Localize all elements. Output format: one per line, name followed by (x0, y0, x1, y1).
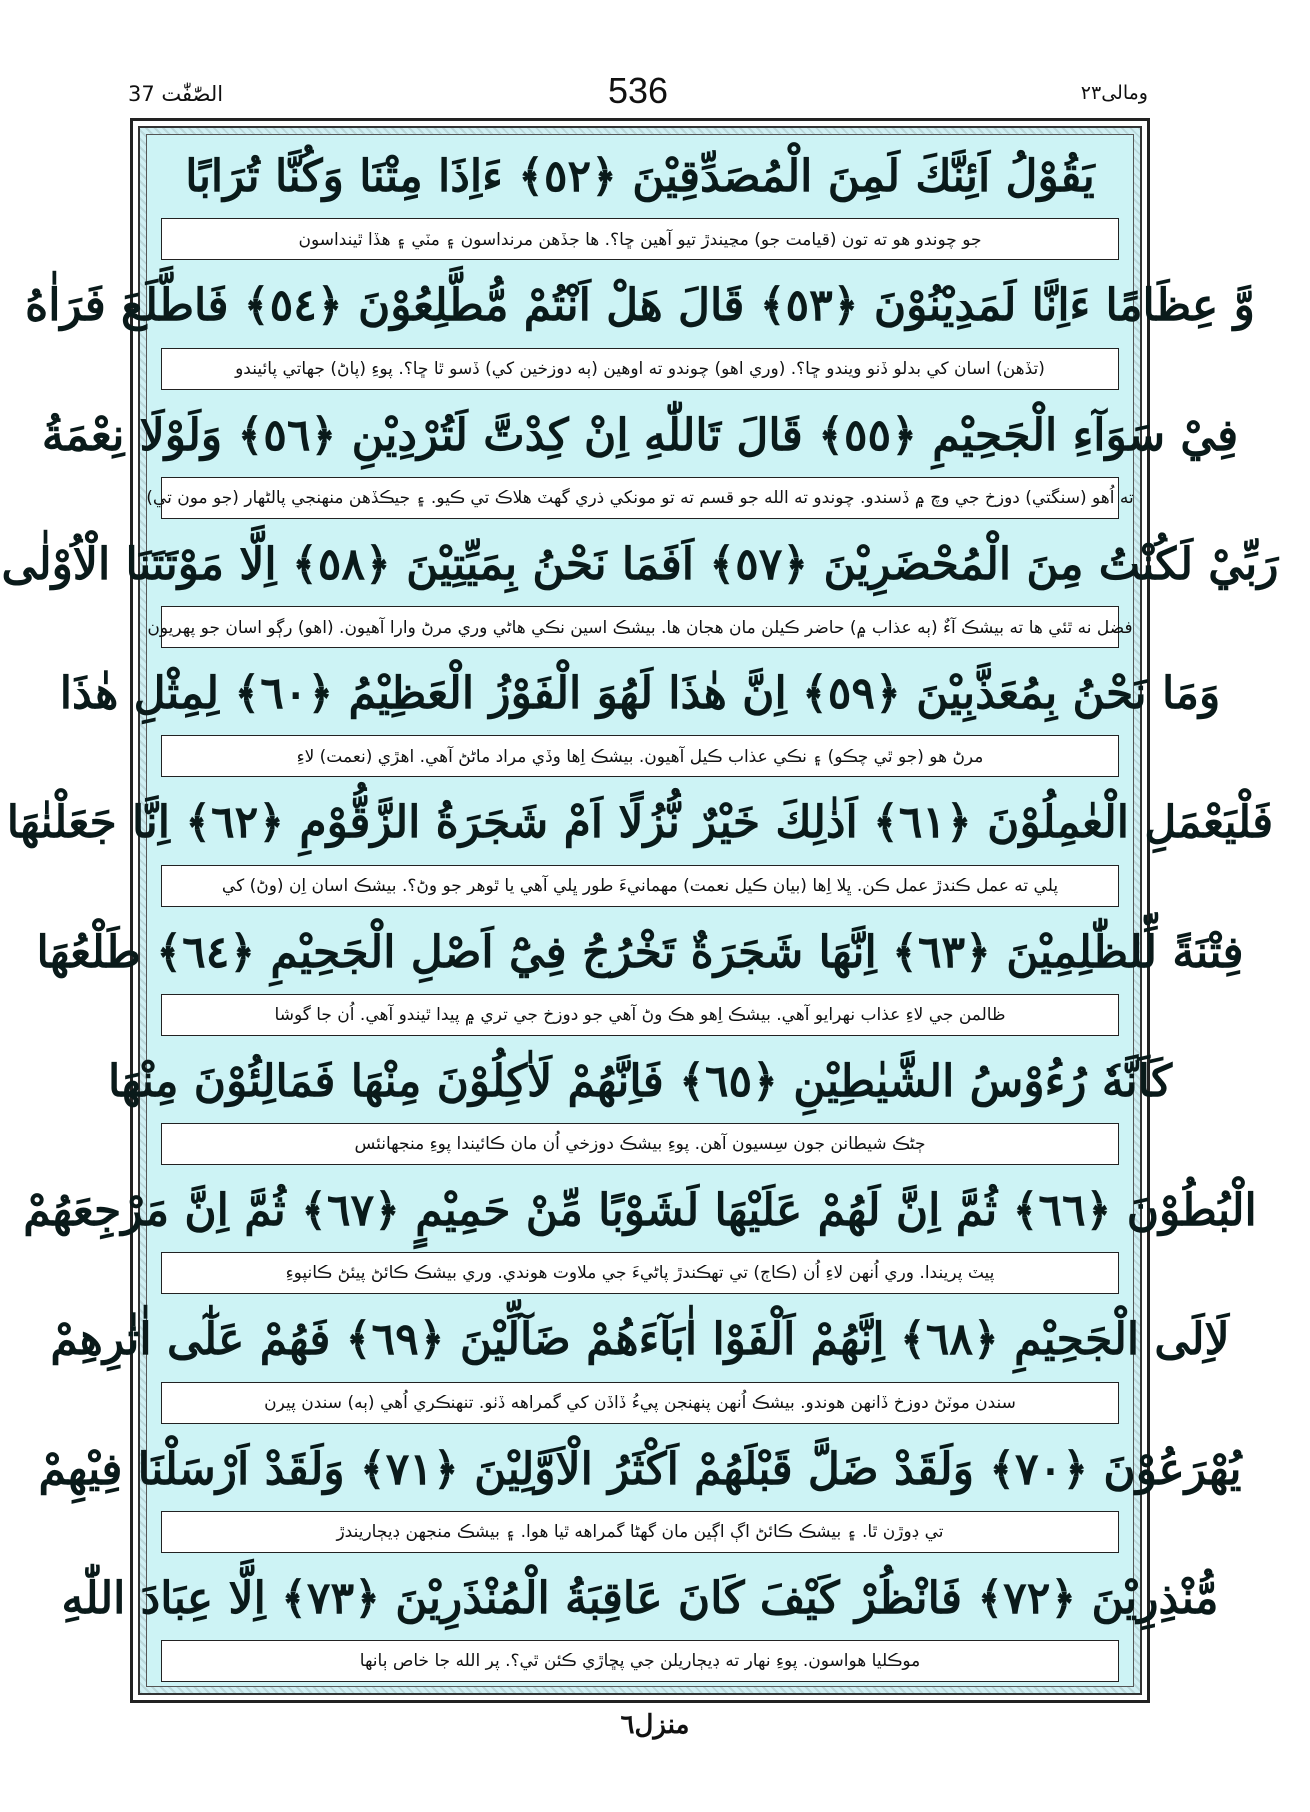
translation-line: ڄڻڪ شيطانن جون سِسيون آهن. پوءِ بيشڪ دوزخي اُن مان ڪائيندا پوءِ منجهانئس (161, 1123, 1119, 1165)
translation-line: جو چوندو هو ته تون (قيامت جو) مڃيندڙ تيو آهين ڇا؟. ها جڏهن مرنداسون ۽ مٽي ۽ هڏا ٿينداسون (161, 218, 1119, 260)
juz-name-label: ومالی٢٣ (1080, 82, 1148, 104)
verse-block (23, 1169, 1257, 1298)
surah-name-label: الصّٰفّٰت 37 (128, 82, 224, 106)
verse-block (1, 523, 1279, 652)
verse-block (36, 911, 1244, 1040)
page-frame (1, 118, 1279, 1703)
translation-line: مرڻ هو (جو ٿي چڪو) ۽ نڪي عذاب ڪيل آهيون. بيشڪ اِها وڏي مراد ماڻڻ آهي. اهڙي (نعمت) لاءِ (161, 735, 1119, 777)
arabic-line: كَاَنَّهٗ رُءُوْسُ الشَّيٰطِيْنِ ﴿٦٥﴾ فَاِنَّهُمْ لَاٰكِلُوْنَ مِنْهَا فَمَالِئُوْنَ مِنْهَا (107, 1055, 1173, 1107)
verse-block (50, 1298, 1230, 1427)
arabic-line: مُّنْذِرِيْنَ ﴿٧٢﴾ فَانْظُرْ كَيْفَ كَانَ عَاقِبَةُ الْمُنْذَرِيْنَ ﴿٧٣﴾ اِلَّا عِبَادَ اللّٰهِ (61, 1572, 1219, 1624)
translation-line: (تڏهن) اسان کي بدلو ڏنو ويندو ڇا؟. (وري اهو) چوندو ته اوهين (ٻه دوزخين کي) ڏسو ٿا ڇا؟. پوءِ (پاڻ) جهاتي پائيندو (161, 348, 1119, 390)
arabic-line: الْبُطُوْنَ ﴿٦٦﴾ ثُمَّ اِنَّ لَهُمْ عَلَيْهَا لَشَوْبًا مِّنْ حَمِيْمٍ ﴿٦٧﴾ ثُمَّ اِنَّ مَرْجِعَهُمْ (23, 1185, 1257, 1237)
verse-block (61, 1557, 1219, 1686)
decorative-border (1, 126, 1279, 1695)
page-header (128, 70, 1148, 116)
arabic-line: يُهْرَعُوْنَ ﴿٧٠﴾ وَلَقَدْ ضَلَّ قَبْلَهُمْ اَكْثَرُ الْاَوَّلِيْنَ ﴿٧١﴾ وَلَقَدْ اَرْسَلْنَا فِيْهِمْ (38, 1443, 1242, 1495)
verse-block (6, 781, 1274, 910)
arabic-line: وَّ عِظَامًا ءَاِنَّا لَمَدِيْنُوْنَ ﴿٥٣﴾ قَالَ هَلْ اَنْتُمْ مُّطَّلِعُوْنَ ﴿٥٤﴾ فَاطَّلَعَ فَرَاٰهُ (25, 280, 1255, 332)
verse-block (38, 1428, 1242, 1557)
arabic-line: فِيْ سَوَآءِ الْجَحِيْمِ ﴿٥٥﴾ قَالَ تَاللّٰهِ اِنْ كِدْتَّ لَتُرْدِيْنِ ﴿٥٦﴾ وَلَوْلَا نِعْمَةُ (41, 409, 1239, 461)
translation-line: ظالمن جي لاءِ عذاب نهرايو آهي. بيشڪ اِهو هڪ وڻ آهي جو دوزخ جي تري ۾ پيدا ٿيندو آهي. اُن جا گوشا (161, 994, 1119, 1036)
arabic-line: فِتْنَةً لِّلظّٰلِمِيْنَ ﴿٦٣﴾ اِنَّهَا شَجَرَةٌ تَخْرُجُ فِيْٓ اَصْلِ الْجَحِيْمِ ﴿٦٤﴾ طَلْعُهَا (36, 926, 1244, 978)
verse-block (59, 652, 1221, 781)
page-number: 536 (607, 70, 669, 111)
translation-line: تي ڊوڙن ٿا. ۽ بيشڪ ڪائڻ اڳ اڳين مان گهڻا گمراهه ٿيا هوا. ۽ بيشڪ منجهن ڊيڄاريندڙ (161, 1511, 1119, 1553)
arabic-line: لَاِلَى الْجَحِيْمِ ﴿٦٨﴾ اِنَّهُمْ اَلْفَوْا اٰبَآءَهُمْ ضَآلِّيْنَ ﴿٦٩﴾ فَهُمْ عَلٰٓى اٰثٰرِهِمْ (50, 1314, 1230, 1366)
translation-line: پيٽ پريندا. وري اُنهن لاءِ اُن (ڪاڄ) تي تهڪندڙ پاڻيءَ جي ملاوت هوندي. وري بيشڪ ڪائڻ پيئڻ ڪانپوءِ (161, 1252, 1119, 1294)
verse-block (147, 135, 1133, 264)
verses-panel (1, 134, 1279, 1687)
translation-line: سندن موٽڻ دوزخ ڏانهن هوندو. بيشڪ اُنهن پنهنجن پيءُ ڏاڏن کي گمراهه ڏٺو. تنهنڪري اُهي (ٻه) سندن پيرن (161, 1382, 1119, 1424)
translation-line: پلي ته عمل ڪندڙ عمل ڪن. ڀلا اِها (بيان ڪيل نعمت) مهمانيءَ طور ڀلي آهي يا ٿوهر جو وڻ؟. بيشڪ اسان اِن (وڻ) کي (161, 865, 1119, 907)
translation-line: موڪليا هواسون. پوءِ نهار ته ڊيڄاريلن جي پڇاڙي ڪئن ٿي؟. پر الله جا خاص ٻانها (161, 1640, 1119, 1682)
translation-line: فضل نه ٿئي ها ته بيشڪ آءٌ (ٻه عذاب ۾) حاضر ڪيلن مان هجان ها. بيشڪ اسين نڪي هاڻي وري مرڻ وارا آهيون. (اهو) رڳو اسان جو پهريون (161, 606, 1119, 648)
verse-block (107, 1040, 1173, 1169)
translation-line: ته اُهو (سنگتي) دوزخ جي وچ ۾ ڏسندو. چوندو ته الله جو قسم ته تو مونکي ذري گهٽ هلاڪ تي ڪيو. ۽ جيڪڏهن منهنجي پالڻهار (جو مون تي) (161, 477, 1119, 519)
arabic-line: يَقُوْلُ اَئِنَّكَ لَمِنَ الْمُصَدِّقِيْنَ ﴿٥٢﴾ ءَاِذَا مِتْنَا وَكُنَّا تُرَابًا (185, 151, 1095, 203)
verse-block (41, 394, 1239, 523)
manzil-label: منزل٦ (620, 1710, 690, 1740)
arabic-line: رَبِّيْ لَكُنْتُ مِنَ الْمُحْضَرِيْنَ ﴿٥٧﴾ اَفَمَا نَحْنُ بِمَيِّتِيْنَ ﴿٥٨﴾ اِلَّا مَوْتَتَنَا الْاُوْلٰى (1, 538, 1279, 590)
arabic-line: فَلْيَعْمَلِ الْعٰمِلُوْنَ ﴿٦١﴾ اَذٰلِكَ خَيْرٌ نُّزُلًا اَمْ شَجَرَةُ الزَّقُّوْمِ ﴿٦٢﴾ اِنَّا جَعَلْنٰهَا (6, 797, 1274, 849)
verse-block (25, 264, 1255, 393)
arabic-line: وَمَا نَحْنُ بِمُعَذَّبِيْنَ ﴿٥٩﴾ اِنَّ هٰذَا لَهُوَ الْفَوْزُ الْعَظِيْمُ ﴿٦٠﴾ لِمِثْلِ هٰذَا (59, 668, 1221, 720)
